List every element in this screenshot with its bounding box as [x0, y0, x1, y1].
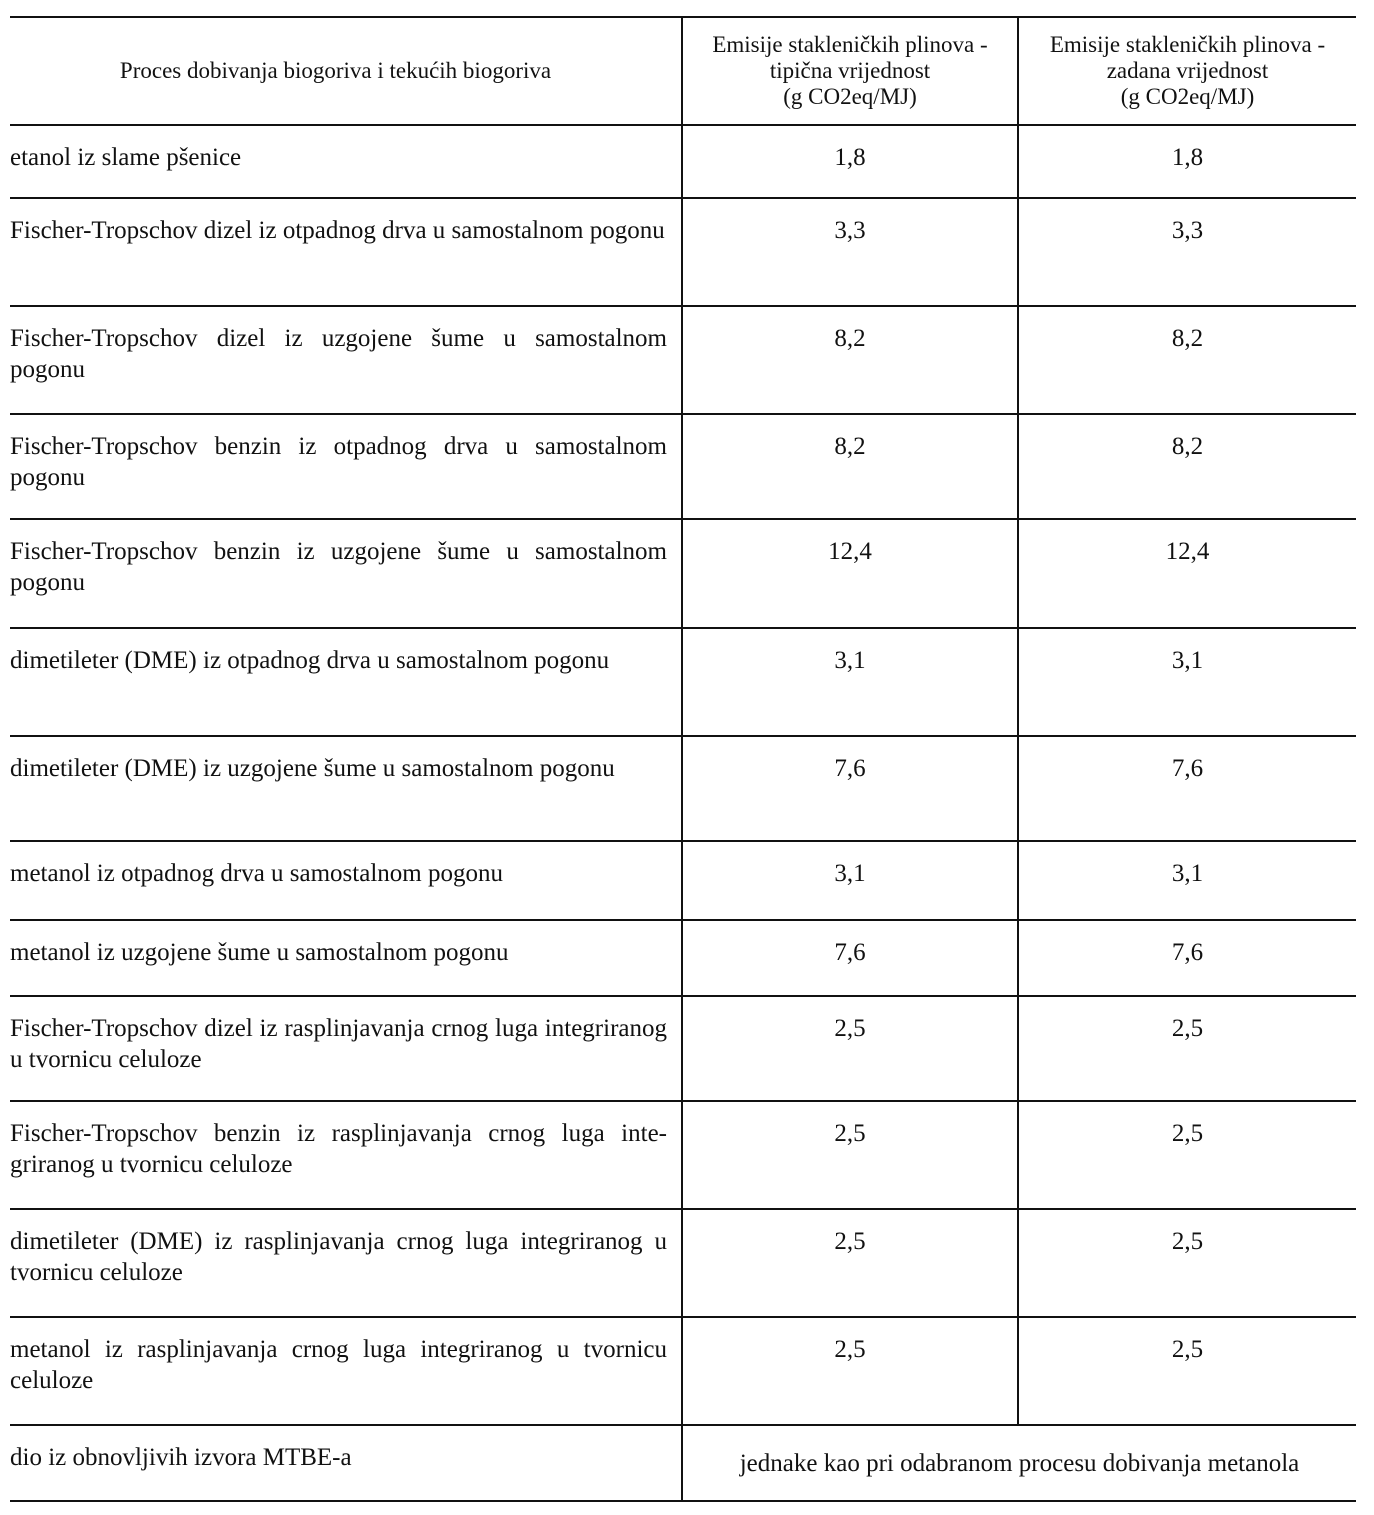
default-value: 7,6: [1171, 755, 1204, 782]
default-value: 3,1: [1171, 860, 1204, 887]
process-text: Fischer-Tropschov dizel iz otpadnog drva u samostalnom pogonu: [10, 217, 665, 244]
table-row: [10, 841, 1356, 920]
process-cell: [10, 1425, 682, 1501]
typical-value-cell: [682, 1101, 1018, 1209]
header-typical-value: [682, 17, 1018, 125]
process-text: Fischer-Tropschov benzin iz uzgojene šume u samostalnom pogonu: [10, 538, 667, 596]
table-row: [10, 920, 1356, 996]
header-typical-line3: (g CO2eq/MJ): [783, 84, 917, 109]
header-typical-line1: Emisije stakleničkih plinova -: [712, 32, 988, 57]
typical-value: 12,4: [828, 538, 872, 565]
default-value-cell: [1018, 1209, 1356, 1317]
process-text: etanol iz slame pšenice: [10, 144, 242, 171]
typical-value: 2,5: [834, 1015, 866, 1042]
typical-value: 8,2: [834, 325, 866, 352]
process-text: Fischer-Tropschov dizel iz rasplinjavanja crnog luga integriranog u tvornicu celuloze: [10, 1015, 667, 1073]
typical-value: 2,5: [834, 1120, 866, 1147]
process-cell: [10, 306, 682, 414]
default-value-cell: [1018, 519, 1356, 628]
default-value-cell: [1018, 628, 1356, 736]
table-row: [10, 414, 1356, 519]
process-text: dimetileter (DME) iz uzgojene šume u samostalnom pogonu: [10, 755, 615, 782]
default-value: 2,5: [1171, 1228, 1204, 1255]
table-row: [10, 198, 1356, 306]
default-value: 2,5: [1171, 1120, 1204, 1147]
typical-value: 3,1: [834, 647, 866, 674]
table-row: [10, 996, 1356, 1101]
process-cell: [10, 841, 682, 920]
process-text: dio iz obnovljivih izvora MTBE-a: [10, 1444, 352, 1471]
header-default-line2: zadana vrijednost: [1106, 58, 1269, 83]
default-value-cell: [1018, 125, 1356, 198]
header-default-line1: Emisije stakleničkih plinova -: [1049, 32, 1326, 57]
table-row-last: [10, 1425, 1356, 1501]
table-row: [10, 306, 1356, 414]
default-value-cell: [1018, 1317, 1356, 1425]
table-row: [10, 1317, 1356, 1425]
header-row: [10, 17, 1356, 125]
table-row: [10, 125, 1356, 198]
typical-value: 8,2: [834, 433, 866, 460]
table-row: [10, 628, 1356, 736]
table-row: [10, 519, 1356, 628]
process-text: dimetileter (DME) iz rasplinjavanja crnog luga integriranog u tvornicu celuloze: [10, 1228, 667, 1286]
typical-value-cell: [682, 841, 1018, 920]
typical-value-cell: [682, 628, 1018, 736]
default-value-cell: [1018, 306, 1356, 414]
process-text: metanol iz otpadnog drva u samostalnom pogonu: [10, 860, 503, 887]
shared-value-note: jednake kao pri odabranom procesu dobivanja metanola: [682, 1425, 1356, 1501]
table-row: [10, 736, 1356, 841]
process-text: Fischer-Tropschov benzin iz otpadnog drva u samostalnom pogonu: [10, 433, 667, 491]
typical-value-cell: [682, 1209, 1018, 1317]
header-process: Proces dobivanja biogoriva i tekućih biogoriva: [10, 17, 682, 125]
default-value: 7,6: [1171, 939, 1204, 966]
typical-value-cell: [682, 920, 1018, 996]
process-cell: [10, 198, 682, 306]
typical-value-cell: [682, 125, 1018, 198]
default-value-cell: [1018, 414, 1356, 519]
process-cell: [10, 125, 682, 198]
table-row: [10, 1101, 1356, 1209]
process-cell: [10, 920, 682, 996]
table-row: [10, 1209, 1356, 1317]
default-value-cell: [1018, 920, 1356, 996]
default-value-cell: [1018, 1101, 1356, 1209]
process-cell: [10, 628, 682, 736]
typical-value-cell: [682, 414, 1018, 519]
process-text: Fischer-Tropschov dizel iz uzgojene šume u samostalnom pogonu: [10, 325, 667, 383]
typical-value: 1,8: [834, 144, 866, 171]
header-default-line3: (g CO2eq/MJ): [1120, 84, 1255, 109]
process-cell: [10, 736, 682, 841]
typical-value-cell: [682, 306, 1018, 414]
default-value-cell: [1018, 736, 1356, 841]
typical-value: 2,5: [834, 1336, 866, 1363]
typical-value: 2,5: [834, 1228, 866, 1255]
default-value: 12,4: [1165, 538, 1210, 565]
process-text: metanol iz rasplinjavanja crnog luga integriranog u tvornicu celuloze: [10, 1336, 667, 1394]
typical-value-cell: [682, 198, 1018, 306]
typical-value-cell: [682, 996, 1018, 1101]
default-value-cell: [1018, 198, 1356, 306]
default-value: 1,8: [1171, 144, 1204, 171]
typical-value: 3,1: [834, 860, 866, 887]
process-text: metanol iz uzgojene šume u samostalnom pogonu: [10, 939, 509, 966]
process-text: dimetileter (DME) iz otpadnog drva u samostalnom pogonu: [10, 647, 610, 674]
default-value: 3,1: [1171, 647, 1204, 674]
process-cell: [10, 1209, 682, 1317]
typical-value-cell: [682, 1317, 1018, 1425]
process-cell: [10, 519, 682, 628]
typical-value-cell: [682, 736, 1018, 841]
header-default-value: [1018, 17, 1356, 125]
typical-value-cell: [682, 519, 1018, 628]
default-value: 2,5: [1171, 1336, 1204, 1363]
default-value-cell: [1018, 996, 1356, 1101]
process-cell: [10, 1101, 682, 1209]
default-value-cell: [1018, 841, 1356, 920]
typical-value: 7,6: [834, 939, 866, 966]
default-value: 8,2: [1171, 325, 1204, 352]
header-typical-line2: tipična vrijednost: [769, 58, 931, 83]
default-value: 8,2: [1171, 433, 1204, 460]
default-value: 3,3: [1171, 217, 1204, 244]
process-cell: [10, 996, 682, 1101]
process-cell: [10, 1317, 682, 1425]
process-cell: [10, 414, 682, 519]
default-value: 2,5: [1171, 1015, 1204, 1042]
emissions-table: [10, 16, 1356, 1502]
typical-value: 3,3: [834, 217, 866, 244]
process-text: Fischer-Tropschov benzin iz rasplinjavanja crnog luga integriranog u tvornicu celuloze: [10, 1120, 667, 1178]
typical-value: 7,6: [834, 755, 866, 782]
